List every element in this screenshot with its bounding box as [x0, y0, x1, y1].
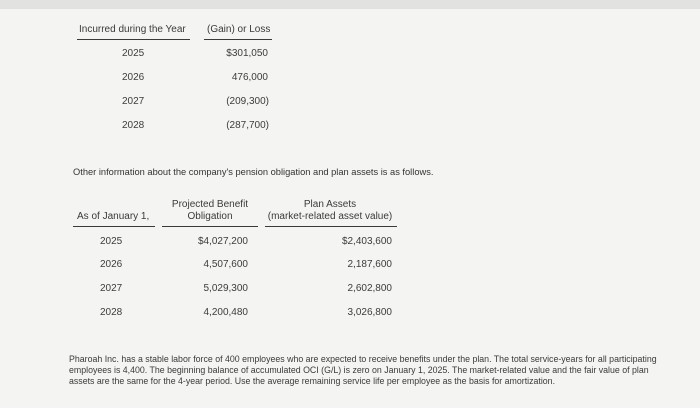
t1-year: 2027	[122, 96, 145, 107]
t2-pbo: 5,029,300	[203, 283, 248, 294]
top-band	[0, 0, 700, 9]
t1-value: (287,700)	[226, 120, 269, 131]
header-pbo-line1: Projected Benefit	[171, 199, 249, 210]
t1-year: 2028	[122, 120, 145, 131]
t2-pbo: $4,027,200	[197, 236, 248, 247]
t1-value: 476,000	[231, 72, 268, 83]
t2-year: 2025	[100, 236, 123, 247]
header-assets-line2: (market-related asset value)	[267, 211, 393, 222]
t2-assets: 3,026,800	[347, 307, 392, 318]
header-rule-pbo	[162, 226, 258, 227]
problem-paragraph: Pharoah Inc. has a stable labor force of 400 employees who are expected to receive benefits under the plan. The total service-years for all participating employees is 4,400. The beginning balance of accumulated OCI (G/L) is zero on January 1, 2025. The market-related value and the fair value of plan assets are the same for the 4-year period. Use the average remaining service life per employee as the basis for amortization.	[69, 354, 657, 386]
header-rule-1	[77, 39, 190, 40]
t2-assets: 2,187,600	[347, 259, 392, 270]
header-gain-loss: (Gain) or Loss	[207, 24, 271, 35]
t2-pbo: 4,507,600	[203, 259, 248, 270]
t2-year: 2028	[100, 307, 123, 318]
t2-pbo: 4,200,480	[203, 307, 248, 318]
t2-assets: 2,602,800	[347, 283, 392, 294]
header-assets-line1: Plan Assets	[303, 199, 357, 210]
header-rule-2	[204, 39, 272, 40]
t1-value: (209,300)	[226, 96, 269, 107]
header-pbo-line2: Obligation	[187, 211, 233, 222]
info-text: Other information about the company's pension obligation and plan assets is as follows.	[73, 167, 434, 177]
t2-assets: $2,403,600	[341, 236, 392, 247]
t2-year: 2027	[100, 283, 123, 294]
header-rule-as-of	[73, 226, 155, 227]
header-rule-assets	[265, 226, 397, 227]
t1-year: 2026	[122, 72, 145, 83]
t1-value: $301,050	[226, 48, 268, 59]
t2-year: 2026	[100, 259, 123, 270]
header-incurred: Incurred during the Year	[79, 24, 186, 35]
header-as-of: As of January 1,	[77, 211, 150, 222]
t1-year: 2025	[122, 48, 145, 59]
